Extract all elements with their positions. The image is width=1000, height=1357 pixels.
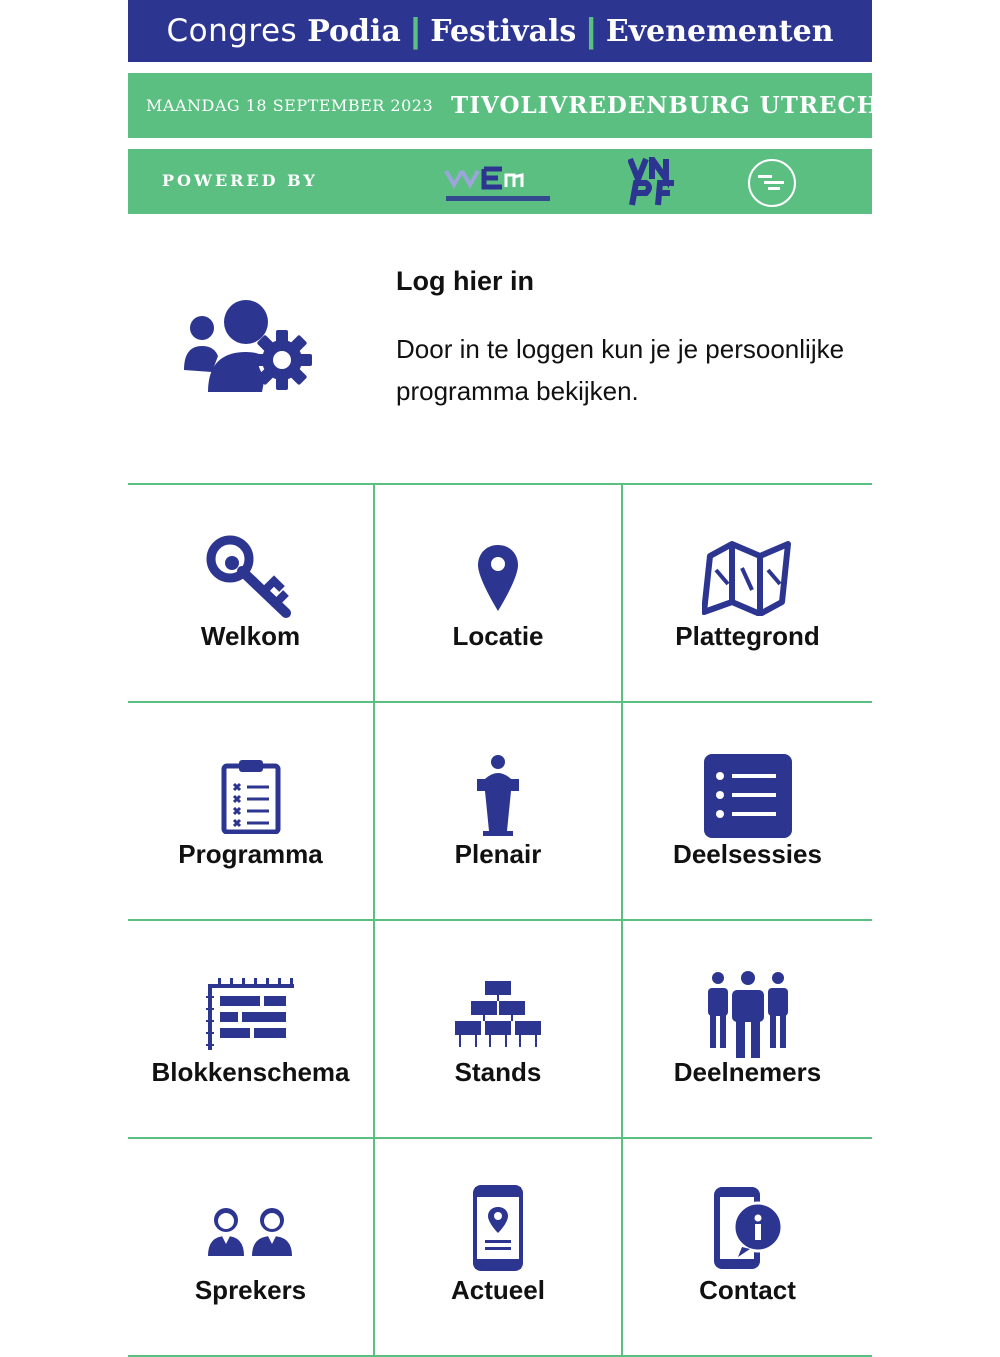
menu-label: Contact (699, 1275, 796, 1305)
menu-item-plattegrond[interactable] (623, 485, 872, 703)
title-festivals: Festivals (430, 13, 577, 49)
menu-label: Sprekers (194, 1275, 307, 1305)
title-evenementen: Evenementen (605, 13, 834, 49)
menu-item-sprekers[interactable] (128, 1139, 375, 1357)
login-panel[interactable] (128, 230, 872, 460)
menu-label: Deelsessies (673, 839, 822, 869)
powered-by-label: POWERED BY (162, 171, 318, 190)
menu-item-deelsessies[interactable] (623, 703, 872, 921)
menu-item-plenair[interactable] (375, 703, 623, 921)
title-congres: Congres (166, 13, 298, 49)
key-icon (206, 535, 296, 621)
schedule-icon (206, 978, 296, 1050)
users-gear-icon (182, 300, 314, 396)
menu-item-programma[interactable] (128, 703, 375, 921)
menu-label: Actueel (451, 1275, 545, 1305)
menu-label: Welkom (200, 621, 301, 651)
event-title-banner (128, 0, 872, 62)
menu-label: Deelnemers (673, 1057, 822, 1087)
menu-label: Programma (178, 839, 323, 869)
menu-label: Blokkenschema (151, 1057, 350, 1087)
title-separator: | (586, 11, 596, 50)
menu-item-deelnemers[interactable] (623, 921, 872, 1139)
title-separator: | (410, 11, 421, 50)
people-icon (706, 970, 790, 1058)
tivoli-logo (746, 157, 798, 209)
event-date: MAANDAG 18 SEPTEMBER 2023 (146, 96, 434, 115)
event-date-banner (128, 73, 898, 138)
sponsor-banner (128, 149, 872, 214)
menu-item-locatie[interactable] (375, 485, 623, 703)
menu-item-actueel[interactable] (375, 1139, 623, 1357)
clipboard-icon (221, 758, 281, 834)
menu-grid (128, 483, 872, 1357)
podium-icon (475, 755, 521, 837)
map-pin-icon (476, 543, 520, 613)
event-venue: TIVOLIVREDENBURG UTRECHT (451, 92, 898, 119)
menu-label: Stands (454, 1057, 542, 1087)
vnpf-logo (628, 157, 678, 207)
menu-item-blokkenschema[interactable] (128, 921, 375, 1139)
map-icon (702, 540, 794, 616)
speakers-icon (206, 1206, 296, 1258)
menu-item-welkom[interactable] (128, 485, 375, 703)
menu-label: Locatie (452, 621, 544, 651)
menu-label: Plenair (454, 839, 542, 869)
login-description: Door in te loggen kun je je persoonlijke programma bekijken. (396, 334, 845, 406)
phone-info-icon (712, 1185, 784, 1271)
menu-item-stands[interactable] (375, 921, 623, 1139)
vvem-logo (444, 163, 554, 205)
menu-item-contact[interactable] (623, 1139, 872, 1357)
phone-news-icon (473, 1185, 523, 1271)
menu-label: Plattegrond (675, 621, 820, 651)
stands-icon (453, 981, 543, 1047)
title-podia: Podia (307, 13, 401, 49)
list-icon (704, 754, 792, 838)
login-title: Log hier in (396, 266, 534, 296)
